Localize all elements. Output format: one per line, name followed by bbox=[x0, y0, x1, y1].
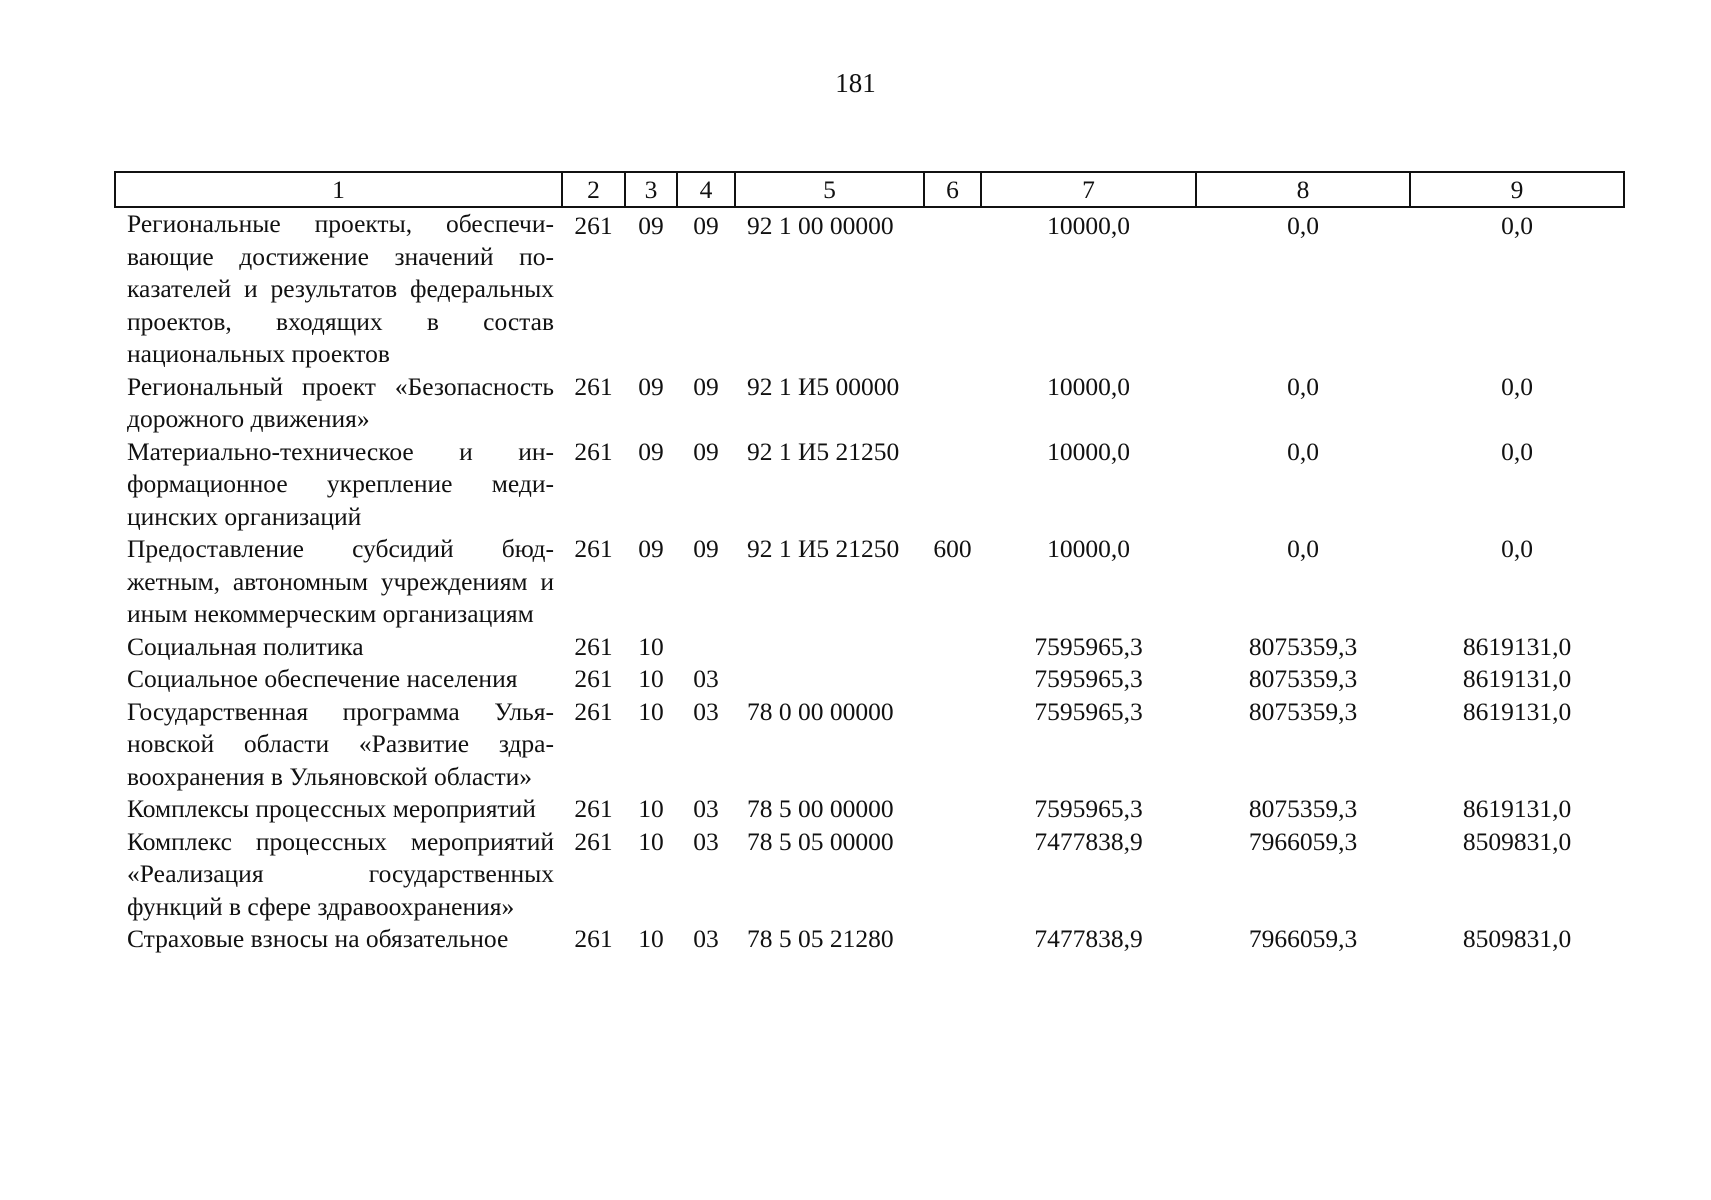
row-name: Страховые взносы на обязательное bbox=[127, 924, 509, 953]
target-article-code: 92 1 И5 21250 bbox=[747, 534, 900, 563]
target-article-code: 92 1 И5 21250 bbox=[747, 436, 900, 466]
amount-col-9: 8619131,0 bbox=[1462, 794, 1572, 823]
table-row bbox=[115, 696, 1624, 794]
amount-col-7: 7595965,3 bbox=[1034, 664, 1143, 693]
column-header-9: 9 bbox=[1410, 172, 1624, 207]
expense-type-code bbox=[924, 207, 981, 371]
table-row bbox=[115, 826, 1624, 924]
section-code: 09 bbox=[638, 436, 664, 466]
subsection-code: 03 bbox=[693, 826, 719, 856]
amount-col-9: 0,0 bbox=[1501, 534, 1533, 563]
row-name: Комплекс процессных мероприятий «Реализация государственных функций в сфере здравоохранения» bbox=[127, 826, 554, 921]
subsection-code: 03 bbox=[693, 794, 719, 823]
column-number-row bbox=[115, 172, 1624, 207]
amount-col-8: 0,0 bbox=[1287, 534, 1319, 563]
admin-code: 261 bbox=[574, 211, 613, 240]
row-name: Региональный проект «Безопасность дорожного движения» bbox=[127, 371, 554, 433]
target-article-code: 78 5 05 00000 bbox=[747, 826, 894, 856]
column-header-6: 6 bbox=[924, 172, 981, 207]
table-row bbox=[115, 533, 1624, 631]
amount-col-8: 0,0 bbox=[1287, 436, 1319, 466]
expense-type-code bbox=[924, 631, 981, 664]
subsection-code: 09 bbox=[693, 534, 719, 563]
row-name: Социальная политика bbox=[127, 631, 364, 661]
column-header-8: 8 bbox=[1196, 172, 1410, 207]
expense-type-code bbox=[924, 371, 981, 436]
row-name: Материально-техническое и информационное укрепление медицинских организаций bbox=[127, 436, 554, 531]
admin-code: 261 bbox=[574, 534, 613, 563]
amount-col-7: 7595965,3 bbox=[1034, 696, 1143, 726]
subsection-code: 03 bbox=[693, 664, 719, 693]
target-article-code bbox=[735, 663, 924, 696]
amount-col-7: 10000,0 bbox=[1047, 436, 1130, 466]
amount-col-7: 10000,0 bbox=[1047, 534, 1130, 563]
column-header-4: 4 bbox=[677, 172, 735, 207]
table-row bbox=[115, 923, 1624, 956]
expense-type-code bbox=[924, 436, 981, 534]
admin-code: 261 bbox=[574, 436, 613, 466]
target-article-code: 78 5 00 00000 bbox=[747, 794, 894, 823]
admin-code: 261 bbox=[574, 924, 613, 953]
amount-col-9: 8619131,0 bbox=[1462, 631, 1572, 661]
page-number: 181 bbox=[835, 68, 876, 98]
amount-col-8: 0,0 bbox=[1287, 371, 1319, 401]
section-code: 10 bbox=[638, 631, 664, 661]
amount-col-7: 7477838,9 bbox=[1034, 826, 1143, 856]
amount-col-9: 8509831,0 bbox=[1462, 924, 1572, 953]
column-header-2: 2 bbox=[562, 172, 625, 207]
column-header-5: 5 bbox=[735, 172, 924, 207]
target-article-code: 78 5 05 21280 bbox=[747, 924, 894, 953]
table-row bbox=[115, 793, 1624, 826]
admin-code: 261 bbox=[574, 631, 613, 661]
column-header-1: 1 bbox=[115, 172, 562, 207]
target-article-code: 92 1 И5 00000 bbox=[747, 371, 900, 401]
table-header bbox=[115, 172, 1624, 207]
expense-type-code bbox=[924, 826, 981, 924]
section-code: 10 bbox=[638, 696, 664, 726]
target-article-code bbox=[735, 631, 924, 664]
amount-col-7: 7595965,3 bbox=[1034, 631, 1143, 661]
target-article-code: 92 1 00 00000 bbox=[747, 211, 894, 240]
column-header-7: 7 bbox=[981, 172, 1196, 207]
amount-col-9: 0,0 bbox=[1501, 436, 1533, 466]
expense-type-code bbox=[924, 923, 981, 956]
subsection-code: 03 bbox=[693, 696, 719, 726]
table-row bbox=[115, 663, 1624, 696]
amount-col-8: 7966059,3 bbox=[1248, 826, 1358, 856]
subsection-code: 09 bbox=[693, 436, 719, 466]
amount-col-9: 8509831,0 bbox=[1462, 826, 1572, 856]
row-name: Комплексы процессных мероприятий bbox=[127, 794, 536, 823]
target-article-code: 78 0 00 00000 bbox=[747, 696, 894, 726]
amount-col-8: 0,0 bbox=[1287, 211, 1319, 240]
row-name: Социальное обеспечение населения bbox=[127, 664, 518, 693]
table-row bbox=[115, 207, 1624, 371]
row-name: Государственная программа Ульяновской области «Развитие здравоохранения в Ульяновской области» bbox=[127, 696, 554, 791]
amount-col-8: 8075359,3 bbox=[1248, 794, 1358, 823]
subsection-code: 09 bbox=[693, 371, 719, 401]
subsection-code: 09 bbox=[693, 211, 719, 240]
subsection-code bbox=[677, 631, 735, 664]
row-name: Региональные проекты, обеспечивающие достижение значений показателей и результатов федеральных проектов, входящих в состав национальных проектов bbox=[127, 209, 554, 368]
amount-col-7: 10000,0 bbox=[1047, 371, 1130, 401]
section-code: 09 bbox=[638, 371, 664, 401]
section-code: 09 bbox=[638, 211, 664, 240]
expense-type-code bbox=[924, 696, 981, 794]
admin-code: 261 bbox=[574, 664, 613, 693]
amount-col-9: 8619131,0 bbox=[1462, 664, 1572, 693]
amount-col-9: 0,0 bbox=[1501, 211, 1533, 240]
amount-col-9: 8619131,0 bbox=[1462, 696, 1572, 726]
admin-code: 261 bbox=[574, 696, 613, 726]
section-code: 10 bbox=[638, 826, 664, 856]
admin-code: 261 bbox=[574, 826, 613, 856]
table-row bbox=[115, 631, 1624, 664]
amount-col-8: 7966059,3 bbox=[1248, 924, 1358, 953]
budget-table bbox=[114, 171, 1625, 956]
expense-type-code bbox=[924, 793, 981, 826]
amount-col-8: 8075359,3 bbox=[1248, 664, 1358, 693]
amount-col-7: 7595965,3 bbox=[1034, 794, 1143, 823]
admin-code: 261 bbox=[574, 794, 613, 823]
amount-col-7: 7477838,9 bbox=[1034, 924, 1143, 953]
amount-col-8: 8075359,3 bbox=[1248, 696, 1358, 726]
column-header-3: 3 bbox=[625, 172, 677, 207]
expense-type-code: 600 bbox=[933, 534, 972, 563]
section-code: 10 bbox=[638, 924, 664, 953]
subsection-code: 03 bbox=[693, 924, 719, 953]
amount-col-8: 8075359,3 bbox=[1248, 631, 1358, 661]
table-row bbox=[115, 371, 1624, 436]
table-body bbox=[115, 207, 1624, 956]
section-code: 09 bbox=[638, 534, 664, 563]
amount-col-7: 10000,0 bbox=[1047, 211, 1130, 240]
row-name: Предоставление субсидий бюджетным, автономным учреждениям и иным некоммерческим организациям bbox=[127, 534, 554, 628]
section-code: 10 bbox=[638, 664, 664, 693]
table-row bbox=[115, 436, 1624, 534]
admin-code: 261 bbox=[574, 371, 613, 401]
amount-col-9: 0,0 bbox=[1501, 371, 1533, 401]
expense-type-code bbox=[924, 663, 981, 696]
section-code: 10 bbox=[638, 794, 664, 823]
